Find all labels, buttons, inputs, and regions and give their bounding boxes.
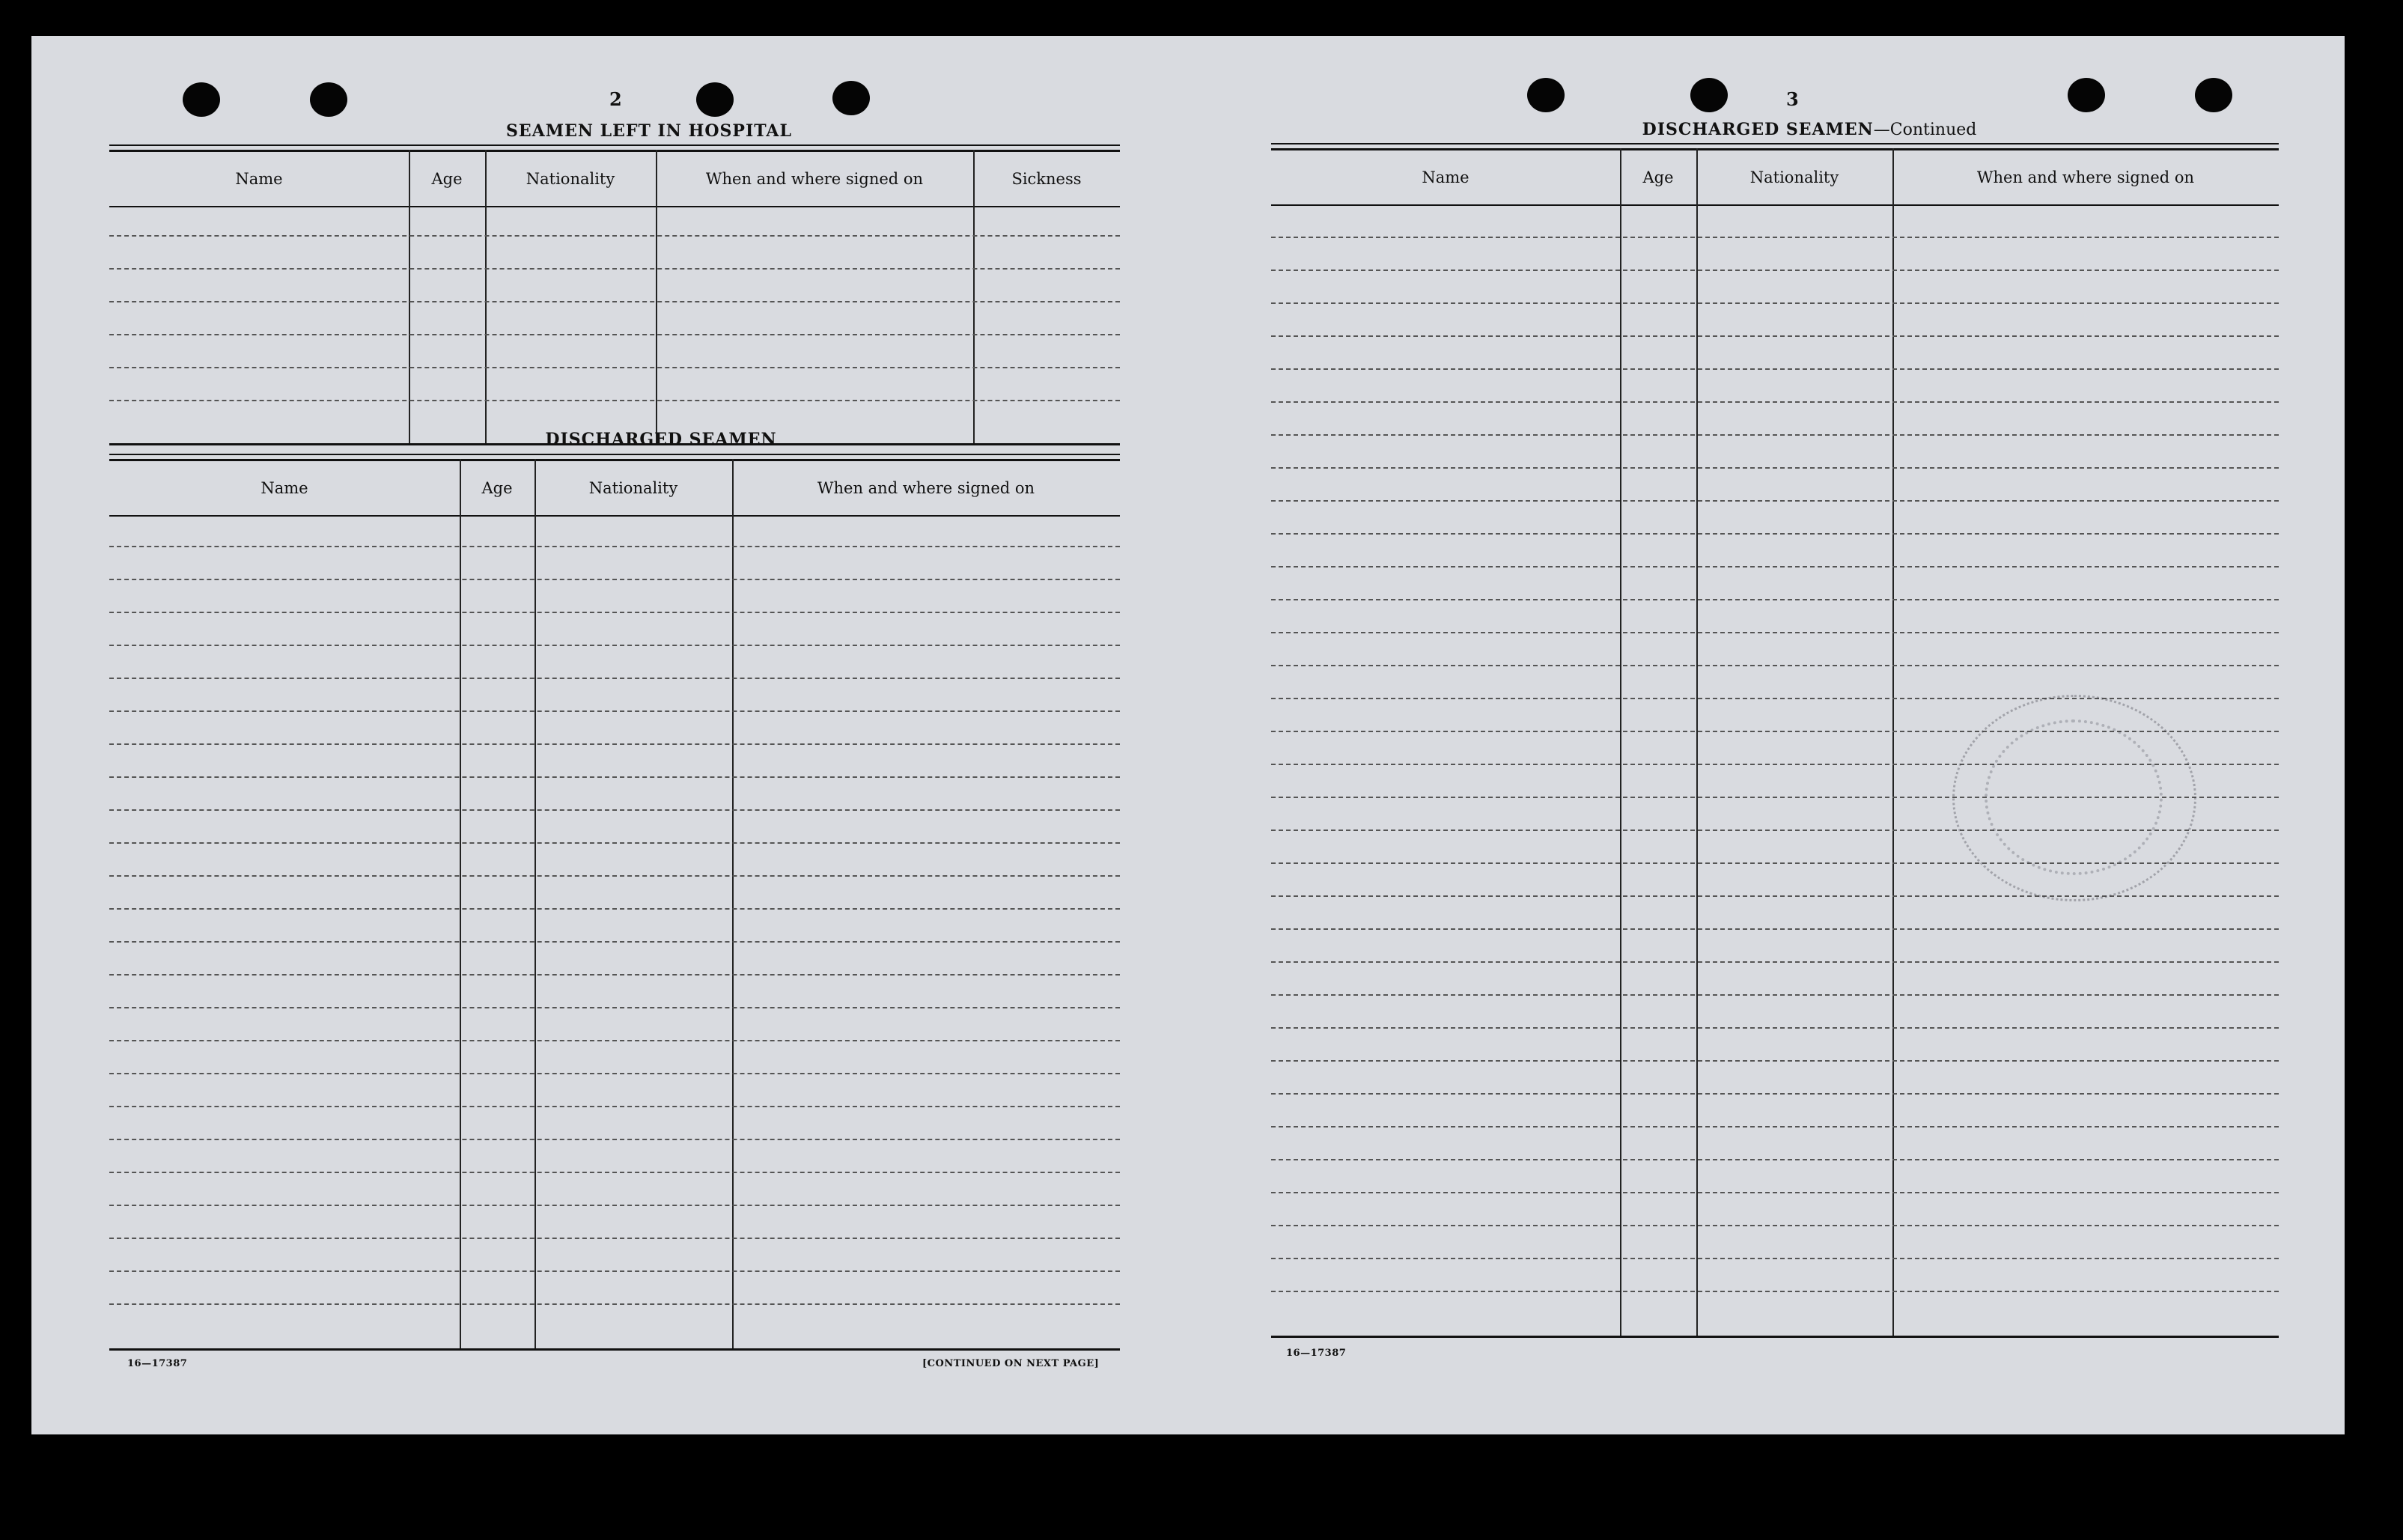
column-divider — [534, 459, 536, 1350]
table-row — [109, 842, 1120, 844]
discharged-continued-title-main: DISCHARGED SEAMEN — [1642, 120, 1874, 139]
punch-hole — [1690, 78, 1728, 112]
form-sheet — [31, 36, 2345, 1434]
table-row — [109, 776, 1120, 778]
punch-hole — [310, 82, 347, 117]
hospital-table — [109, 150, 1120, 449]
table-row — [1271, 1093, 2279, 1095]
table-row — [109, 1139, 1120, 1140]
table-row — [1271, 1192, 2279, 1193]
table-row — [109, 268, 1120, 270]
table-row — [1271, 1027, 2279, 1029]
hospital-table-header — [109, 150, 1120, 207]
table-bottom-rule — [1271, 1336, 2279, 1338]
table-row — [109, 743, 1120, 745]
table-row — [109, 875, 1120, 877]
table-row — [1271, 1225, 2279, 1226]
form-number-right: 16—17387 — [1286, 1348, 1347, 1359]
punch-hole — [2195, 78, 2232, 112]
table-row — [1271, 632, 2279, 633]
table-row — [1271, 1258, 2279, 1259]
table-row — [109, 974, 1120, 976]
table-row — [1271, 237, 2279, 238]
table-row — [1271, 665, 2279, 666]
col-header-age: Age — [1642, 168, 1674, 186]
table-row — [1271, 928, 2279, 930]
table-row — [109, 809, 1120, 811]
punch-hole — [832, 81, 870, 115]
table-row — [109, 334, 1120, 335]
col-header-sickness: Sickness — [1011, 170, 1082, 188]
table-row — [1271, 335, 2279, 337]
col-header-name: Name — [1422, 168, 1469, 186]
table-row — [1271, 467, 2279, 469]
discharged-continued-table-header — [1271, 148, 2279, 206]
col-header-signed-on: When and where signed on — [1976, 168, 2195, 186]
table-row — [109, 1073, 1120, 1074]
table-row — [109, 235, 1120, 237]
table-row — [1271, 434, 2279, 436]
table-row — [109, 1106, 1120, 1107]
table-row — [109, 645, 1120, 646]
punch-hole — [1527, 78, 1565, 112]
column-divider — [732, 459, 734, 1350]
table-row — [1271, 368, 2279, 370]
table-row — [1271, 533, 2279, 535]
table-row — [109, 1205, 1120, 1206]
table-row — [1271, 599, 2279, 600]
table-row — [109, 579, 1120, 580]
table-row — [1271, 1159, 2279, 1160]
form-number-left: 16—17387 — [127, 1358, 188, 1369]
continued-note: [CONTINUED ON NEXT PAGE] — [922, 1358, 1100, 1369]
table-row — [109, 1270, 1120, 1272]
discharged-continued-title — [1273, 120, 2346, 139]
table-row — [1271, 994, 2279, 996]
hospital-title: SEAMEN LEFT IN HOSPITAL — [506, 121, 792, 141]
column-divider — [460, 459, 461, 1350]
punch-hole — [183, 82, 220, 117]
col-header-nationality: Nationality — [526, 170, 615, 188]
table-row — [1271, 698, 2279, 699]
discharged-continued-title-suffix: —Continued — [1873, 121, 1977, 139]
col-header-name: Name — [261, 479, 308, 497]
table-row — [109, 301, 1120, 302]
table-row — [1271, 401, 2279, 403]
table-row — [1271, 1126, 2279, 1127]
punch-hole — [696, 82, 734, 117]
table-row — [109, 908, 1120, 910]
table-row — [1271, 1060, 2279, 1062]
table-row — [1271, 566, 2279, 567]
table-row — [1271, 961, 2279, 963]
table-row — [1271, 302, 2279, 304]
table-bottom-rule — [109, 1348, 1120, 1351]
discharged-table-header — [109, 459, 1120, 517]
col-header-age: Age — [481, 479, 513, 497]
table-row — [109, 1238, 1120, 1239]
table-row — [109, 941, 1120, 943]
col-header-name: Name — [235, 170, 283, 188]
table-row — [109, 678, 1120, 679]
col-header-signed-on: When and where signed on — [705, 170, 924, 188]
col-header-age: Age — [431, 170, 463, 188]
table-row — [1271, 895, 2279, 897]
table-row — [109, 1303, 1120, 1305]
col-header-nationality: Nationality — [1749, 168, 1839, 186]
discharged-title: DISCHARGED SEAMEN — [545, 430, 777, 449]
col-header-nationality: Nationality — [588, 479, 678, 497]
faded-circular-stamp — [1952, 695, 2196, 901]
table-row — [109, 400, 1120, 401]
discharged-table — [109, 459, 1120, 1395]
table-row — [109, 612, 1120, 613]
table-row — [1271, 270, 2279, 271]
page-number-right: 3 — [1786, 88, 1799, 110]
table-row — [1271, 1291, 2279, 1292]
col-header-signed-on: When and where signed on — [817, 479, 1035, 497]
table-row — [1271, 500, 2279, 502]
page-number-left: 2 — [609, 88, 622, 110]
punch-hole — [2068, 78, 2105, 112]
table-row — [109, 1007, 1120, 1008]
table-row — [109, 367, 1120, 368]
table-row — [109, 710, 1120, 712]
table-row — [109, 546, 1120, 547]
table-row — [109, 1040, 1120, 1041]
table-row — [109, 1172, 1120, 1173]
